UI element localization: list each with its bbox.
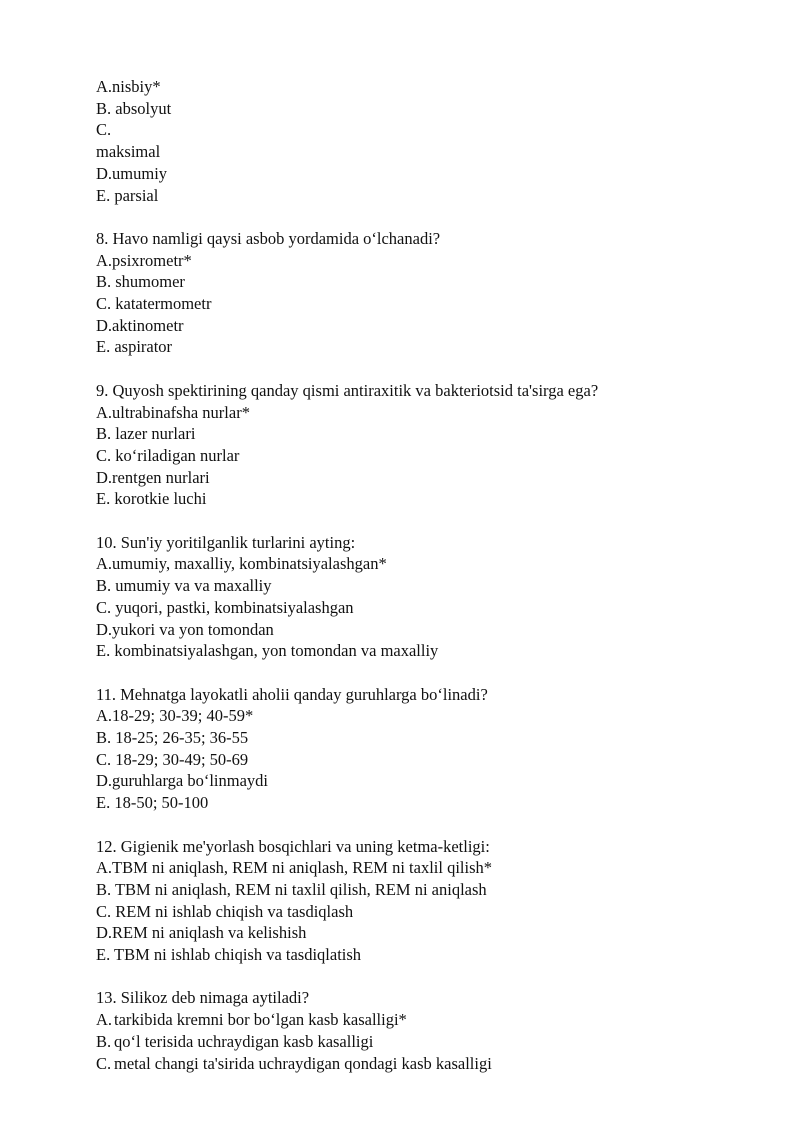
question-block-7-continued [96,76,776,206]
option-a: A.psixrometr* [96,250,192,270]
option-label: B. [96,1031,112,1051]
option-d: D.umumiy [96,163,168,183]
spacer [96,662,776,684]
spacer [96,510,776,532]
option-e: E. kombinatsiyalashgan, yon tomondan va maxalliy [96,641,439,661]
option-d: D.yukori va yon tomondan [96,619,274,639]
option-b: B. umumiy va va maxalliy [96,576,272,596]
option-b: B. 18-25; 26-35; 36-55 [96,728,249,748]
option-label: C. [96,1053,112,1073]
option-d: D.guruhlarga bo‘linmaydi [96,771,268,791]
option-c: C. 18-29; 30-49; 50-69 [96,749,249,769]
option-text: qo‘l terisida uchraydigan kasb kasalligi [114,1031,374,1051]
option-a: A.nisbiy* [96,77,161,96]
option-d: D.REM ni aniqlash va kelishish [96,923,307,943]
option-e: E. korotkie luchi [96,489,207,509]
question-block-13 [96,987,776,1074]
option-c-label: C. [96,120,112,140]
option-d: D.aktinometr [96,315,184,335]
option-e: E. aspirator [96,337,173,357]
question-block-9 [96,380,776,510]
option-text: metal changi ta'sirida uchraydigan qondagi kasb kasalligi [114,1053,492,1073]
spacer [96,206,776,228]
question-text: 12. Gigienik me'yorlash bosqichlari va uning ketma-ketligi: [96,836,490,856]
option-c: C. REM ni ishlab chiqish va tasdiqlash [96,901,354,921]
question-text: 9. Quyosh spektirining qanday qismi antiraxitik va bakteriotsid ta'sirga ega? [96,380,599,400]
question-block-12 [96,836,776,966]
option-c [96,1053,776,1075]
option-text: tarkibida kremni bor bo‘lgan kasb kasalligi* [114,1010,407,1030]
option-e: E. 18-50; 50-100 [96,793,209,813]
question-block-8 [96,228,776,358]
option-b: B. lazer nurlari [96,424,196,444]
question-text: 10. Sun'iy yoritilganlik turlarini ayting: [96,532,356,552]
option-a: A.18-29; 30-39; 40-59* [96,706,254,726]
option-a [96,1009,776,1031]
option-b: B. absolyut [96,98,172,118]
option-c: C. ko‘riladigan nurlar [96,445,240,465]
question-text: 11. Mehnatga layokatli aholii qanday guruhlarga bo‘linadi? [96,684,488,704]
question-block-11 [96,684,776,814]
question-block-10 [96,532,776,662]
option-a: A.TBM ni aniqlash, REM ni aniqlash, REM ni taxlil qilish* [96,858,492,878]
option-e: E. TBM ni ishlab chiqish va tasdiqlatish [96,945,362,965]
option-d: D.rentgen nurlari [96,467,210,487]
option-a: A.ultrabinafsha nurlar* [96,402,250,422]
spacer [96,814,776,836]
option-b [96,1031,776,1053]
option-b: B. TBM ni aniqlash, REM ni taxlil qilish, REM ni aniqlash [96,879,487,899]
option-c: C. katatermometr [96,294,212,314]
question-text: 8. Havo namligi qaysi asbob yordamida o‘lchanadi? [96,228,441,248]
option-a: A.umumiy, maxalliy, kombinatsiyalashgan* [96,554,387,574]
option-label: A. [96,1010,113,1030]
question-text: 13. Silikoz deb nimaga aytiladi? [96,988,310,1008]
option-b: B. shumomer [96,272,185,292]
document-page [96,76,776,1074]
option-c-text: maksimal [96,142,161,162]
option-e: E. parsial [96,185,159,205]
spacer [96,966,776,988]
option-c: C. yuqori, pastki, kombinatsiyalashgan [96,597,354,617]
spacer [96,358,776,380]
